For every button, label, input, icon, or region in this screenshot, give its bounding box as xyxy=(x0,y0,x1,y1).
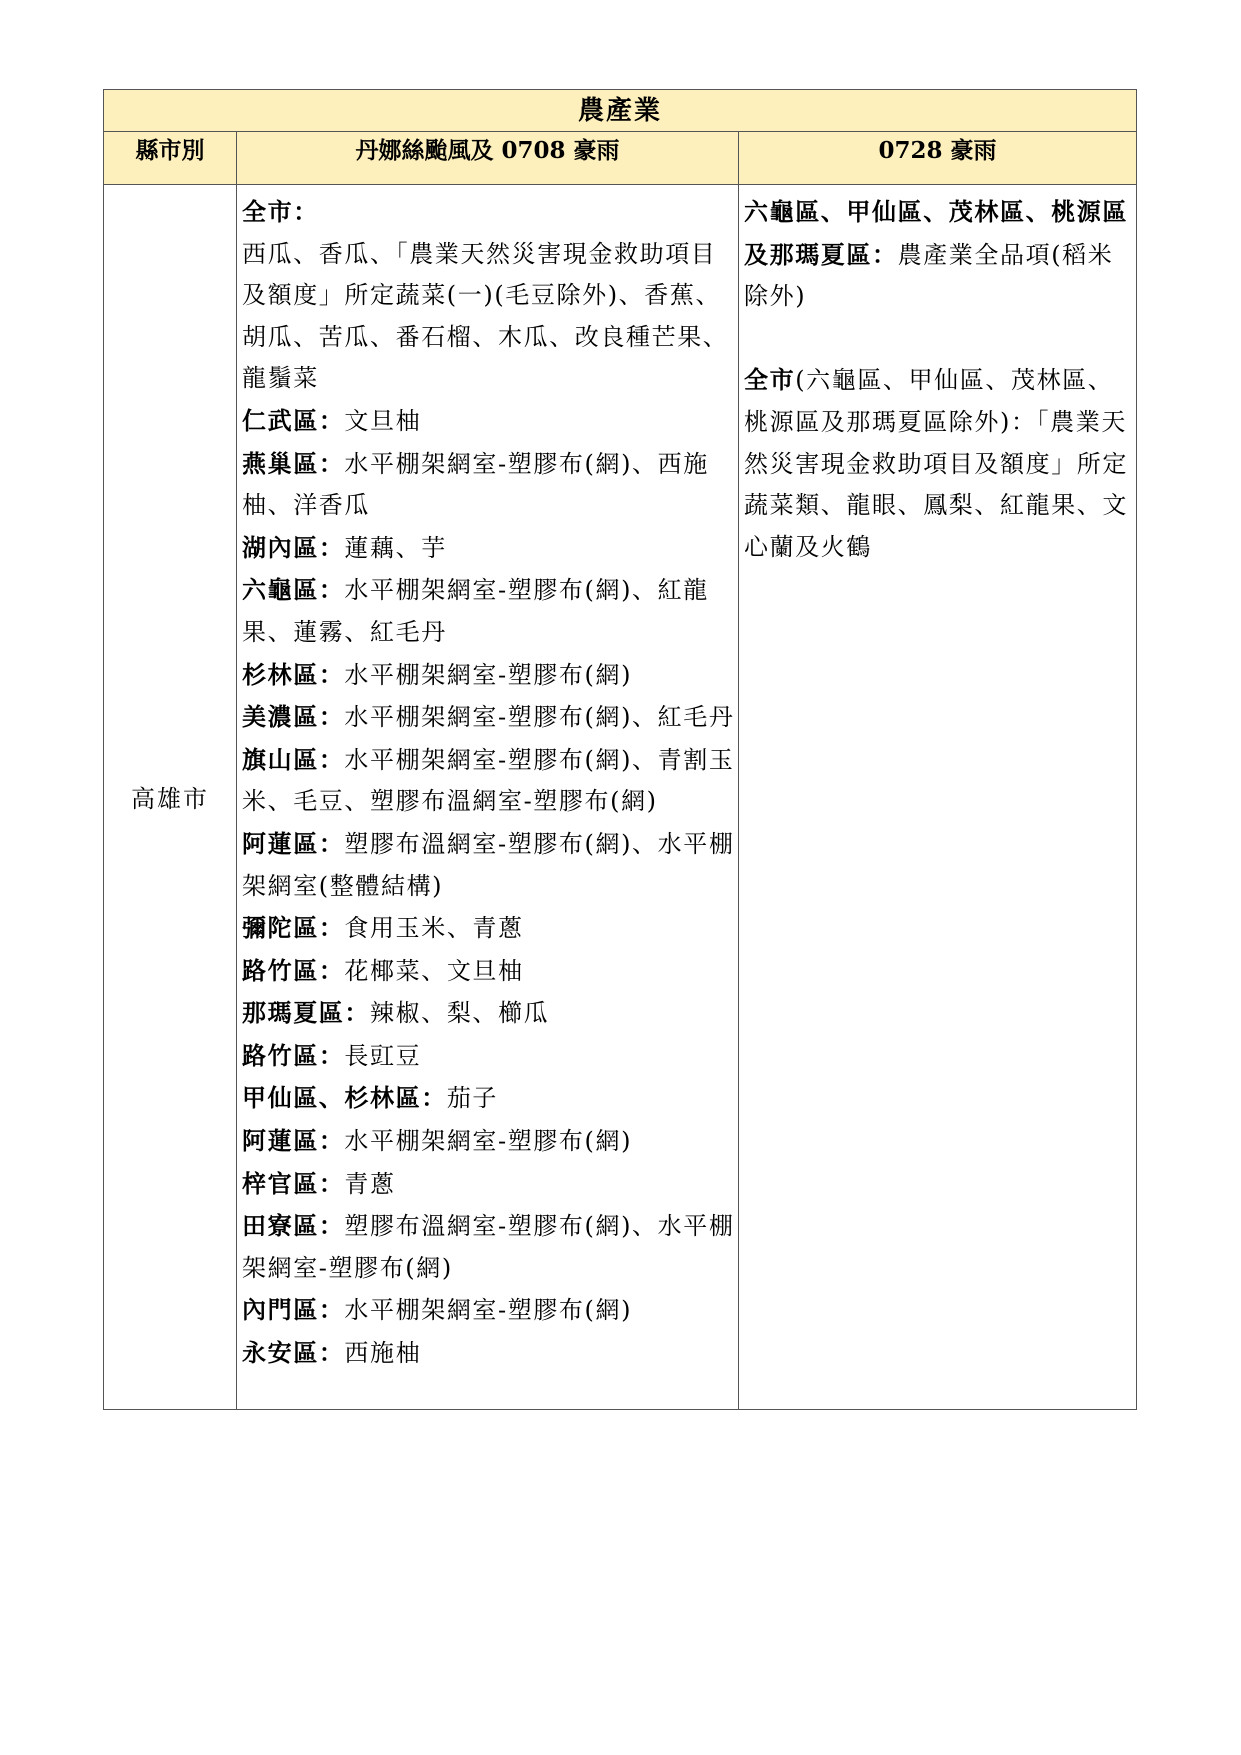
list-item xyxy=(242,1289,735,1332)
header-col-b: 0728 豪雨 xyxy=(739,132,1137,185)
district-name: 梓官區 xyxy=(242,1168,319,1198)
list-item xyxy=(242,527,735,570)
list-item xyxy=(242,1120,735,1163)
intro-text: 西瓜、香瓜、「農業天然災害現金救助項目及額度」所定蔬菜(一)(毛豆除外)、香蕉、胡瓜、苦瓜、番石榴、木瓜、改良種芒果、龍鬚菜 xyxy=(242,239,729,393)
district-crops: 文旦柚 xyxy=(344,406,422,435)
col-a-cell xyxy=(237,185,739,1410)
district-name: 仁武區 xyxy=(242,405,319,435)
district-colon: ： xyxy=(318,405,345,435)
district-crops: 水平棚架網室-塑膠布(網) xyxy=(344,1296,633,1325)
district-crops: 水平棚架網室-塑膠布(網)、西施柚、洋香瓜 xyxy=(242,449,709,520)
district-crops: 長豇豆 xyxy=(344,1041,422,1070)
district-crops: 水平棚架網室-塑膠布(網)、紅毛丹 xyxy=(344,703,735,732)
district-colon: ： xyxy=(318,1211,345,1241)
district-colon: ： xyxy=(318,532,345,562)
district-name: 旗山區 xyxy=(242,744,319,774)
district-colon: ： xyxy=(318,828,345,858)
district-name: 湖內區 xyxy=(242,532,319,562)
district-colon: ： xyxy=(318,744,345,774)
district-colon: ： xyxy=(318,659,345,689)
list-item xyxy=(242,1035,735,1078)
district-colon: ： xyxy=(344,998,371,1028)
district-colon: ： xyxy=(318,955,345,985)
list-item xyxy=(242,1077,735,1120)
district-name: 甲仙區、杉林區 xyxy=(242,1083,422,1113)
district-name: 永安區 xyxy=(242,1338,319,1368)
table-title: 農產業 xyxy=(104,90,1137,132)
district-crops: 茄子 xyxy=(446,1084,499,1113)
intro-label-line xyxy=(242,191,735,234)
intro-label: 全市： xyxy=(242,197,319,226)
district-name: 阿蓮區 xyxy=(242,828,319,858)
district-crops: 水平棚架網室-塑膠布(網) xyxy=(344,1127,633,1156)
district-crops: 青蔥 xyxy=(344,1169,396,1198)
col-b-para2 xyxy=(744,359,1133,568)
district-crops: 塑膠布溫網室-塑膠布(網)、水平棚架網室-塑膠布(網) xyxy=(242,1212,735,1282)
district-name: 六龜區 xyxy=(242,575,319,605)
district-name: 路竹區 xyxy=(242,955,319,985)
list-item xyxy=(242,696,735,739)
district-name: 彌陀區 xyxy=(242,913,319,943)
list-item xyxy=(242,739,735,823)
district-colon: ： xyxy=(421,1083,447,1113)
district-colon: ： xyxy=(318,575,345,605)
district-name: 阿蓮區 xyxy=(242,1126,319,1156)
col-b-para2-text: (六龜區、甲仙區、茂林區、桃源區及那瑪夏區除外)：「農業天然災害現金救助項目及額度」所定蔬菜類、龍眼、鳳梨、紅龍果、文心蘭及火鶴 xyxy=(744,366,1128,561)
col-b-para2-label: 全市 xyxy=(744,365,796,395)
district-colon: ： xyxy=(318,1338,345,1368)
district-colon: ： xyxy=(318,1126,345,1156)
blank-line xyxy=(744,318,1133,360)
header-city: 縣市別 xyxy=(104,132,237,185)
disaster-relief-table xyxy=(103,89,1137,1410)
col-b-para1-text: 農產業全品項(稻米除外) xyxy=(744,240,1114,311)
table-header-row xyxy=(104,132,1137,185)
district-crops: 花椰菜、文旦柚 xyxy=(344,956,524,985)
list-item xyxy=(242,443,735,527)
list-item xyxy=(242,1332,735,1375)
col-b-cell xyxy=(739,185,1137,1410)
district-name: 路竹區 xyxy=(242,1040,319,1070)
list-item xyxy=(242,1205,735,1289)
district-colon: ： xyxy=(318,1040,345,1070)
district-crops: 水平棚架網室-塑膠布(網) xyxy=(344,660,633,689)
district-colon: ： xyxy=(318,702,345,732)
district-name: 那瑪夏區 xyxy=(242,998,345,1028)
list-item xyxy=(242,654,735,697)
district-colon: ： xyxy=(318,1295,345,1325)
header-col-a: 丹娜絲颱風及 0708 豪雨 xyxy=(237,132,739,185)
list-item xyxy=(242,992,735,1035)
district-crops: 辣椒、梨、櫛瓜 xyxy=(370,999,550,1028)
city-cell: 高雄市 xyxy=(104,185,237,1410)
col-b-content xyxy=(739,185,1136,602)
district-list xyxy=(242,400,735,1375)
district-name: 燕巢區 xyxy=(242,448,319,478)
col-b-para1 xyxy=(744,191,1133,318)
district-crops: 塑膠布溫網室-塑膠布(網)、水平棚架網室(整體結構) xyxy=(242,829,735,900)
col-b-para1-label: 六龜區、甲仙區、茂林區、桃源區及那瑪夏區： xyxy=(744,197,1128,269)
district-crops: 食用玉米、青蔥 xyxy=(344,914,524,943)
district-colon: ： xyxy=(318,448,345,478)
list-item xyxy=(242,400,735,443)
list-item xyxy=(242,1163,735,1206)
table-title-row xyxy=(104,90,1137,132)
district-colon: ： xyxy=(318,913,345,943)
district-name: 美濃區 xyxy=(242,702,319,732)
district-name: 田寮區 xyxy=(242,1211,319,1241)
district-crops: 水平棚架網室-塑膠布(網)、青割玉米、毛豆、塑膠布溫網室-塑膠布(網) xyxy=(242,745,735,816)
list-item xyxy=(242,823,735,907)
table-row xyxy=(104,185,1137,1410)
list-item xyxy=(242,569,735,653)
district-crops: 水平棚架網室-塑膠布(網)、紅龍果、蓮霧、紅毛丹 xyxy=(242,576,709,646)
district-crops: 西施柚 xyxy=(344,1339,422,1368)
district-crops: 蓮藕、芋 xyxy=(344,533,447,562)
col-a-content xyxy=(237,185,738,1409)
district-name: 內門區 xyxy=(242,1295,319,1325)
list-item xyxy=(242,907,735,950)
district-colon: ： xyxy=(318,1168,345,1198)
district-name: 杉林區 xyxy=(242,659,319,689)
list-item xyxy=(242,950,735,993)
